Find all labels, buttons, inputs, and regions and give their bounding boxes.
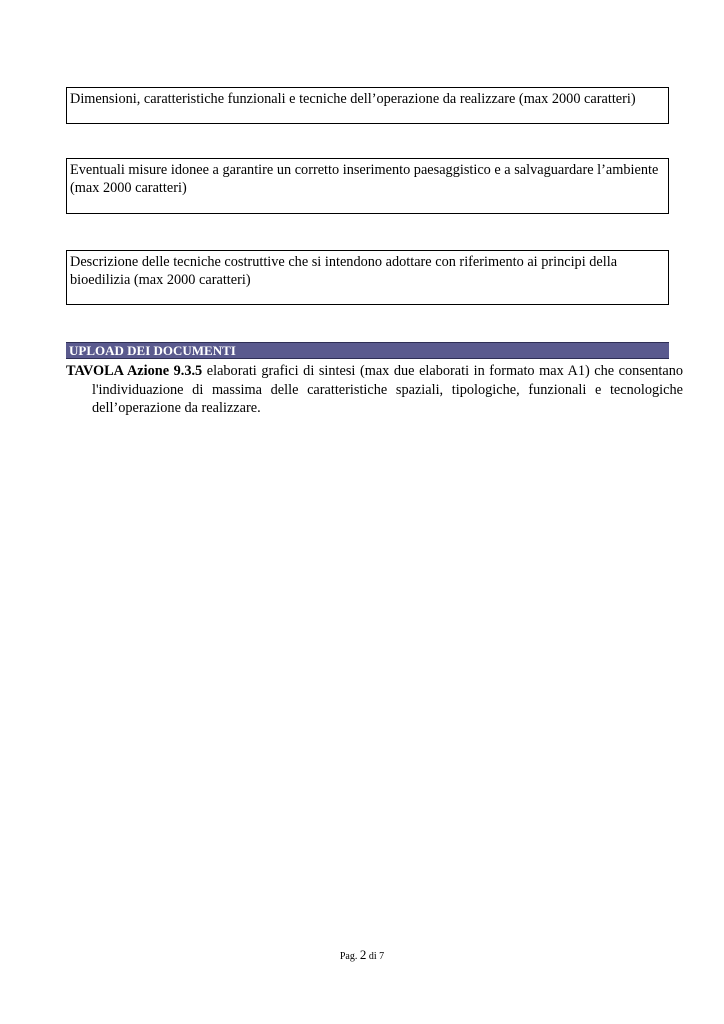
dimensioni-field-label: Dimensioni, caratteristiche funzionali e tecniche dell’operazione da realizzare (max 2000 caratteri) [70,91,636,107]
footer-total-pages: 7 [379,951,385,962]
tecniche-costruttive-field[interactable] [66,250,669,305]
dimensioni-field[interactable] [66,87,669,124]
misure-ambientali-field-label: Eventuali misure idonee a garantire un corretto inserimento paesaggistico e a salvaguardare l’ambiente (max 2000 caratteri) [70,162,659,196]
tavola-description: elaborati grafici di sintesi (max due elaborati in formato max A1) che consentano l'individuazione di massima delle caratteristiche spaziali, tipologiche, funzionali e tecnologiche dell’operazione da realizzare. [92,363,683,416]
upload-section-title: UPLOAD DEI DOCUMENTI [69,343,236,358]
tavola-label: TAVOLA Azione 9.3.5 [66,363,203,379]
tecniche-costruttive-field-label: Descrizione delle tecniche costruttive che si intendono adottare con riferimento ai principi della bioedilizia (max 2000 caratteri) [70,254,618,288]
upload-section-header [66,342,669,359]
footer-separator: di [368,951,377,962]
footer-prefix: Pag. [339,951,358,962]
page-footer [0,948,724,964]
tavola-upload-item[interactable] [66,362,683,418]
misure-ambientali-field[interactable] [66,158,669,214]
footer-page-number: 2 [359,947,367,962]
